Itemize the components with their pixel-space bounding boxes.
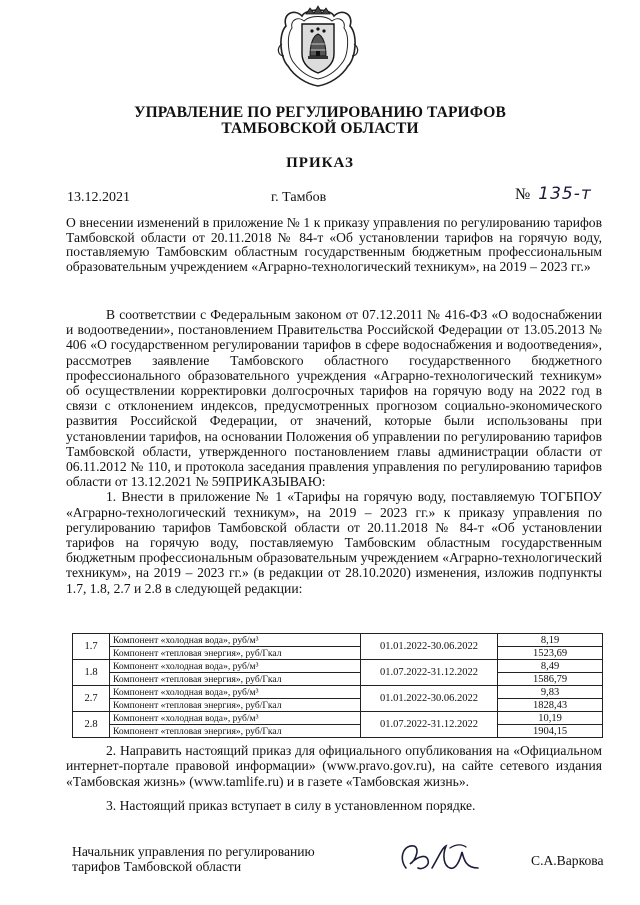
number-label: №: [515, 186, 531, 203]
component-heat-cell: Компонент «тепловая энергия», руб/Гкал: [110, 647, 361, 660]
row-code-cell: 1.8: [73, 660, 110, 686]
value-heat-cell: 1904,15: [498, 725, 603, 738]
item-1-paragraph: 1. Внести в приложение № 1 «Тарифы на горячую воду, поставляемую ТОГБПОУ «Аграрно-технологический техникум», на 2019 – 2023 гг.» к приказу управления по регулированию тарифов Тамбовской области от 20.11.2018 № 84-т «Об установлении тарифов на горячую воду, поставляемую Тамбовским областным государственным бюджетным профессиональным образовательным учреждением «Аграрно-технологический техникум», на 2019 – 2023 гг.» (в редакции от 28.10.2020) изменения, изложив подпункты 1.7, 1.8, 2.7 и 2.8 в следующей редакции:: [66, 489, 602, 596]
value-heat-cell: 1828,43: [498, 699, 603, 712]
component-cold-cell: Компонент «холодная вода», руб/м³: [110, 712, 361, 725]
period-cell: 01.07.2022-31.12.2022: [361, 712, 498, 738]
document-city: г. Тамбов: [271, 190, 327, 205]
document-type-title: ПРИКАЗ: [286, 155, 354, 171]
value-cold-cell: 10,19: [498, 712, 603, 725]
table-row: [73, 712, 603, 725]
component-cold-cell: Компонент «холодная вода», руб/м³: [110, 660, 361, 673]
table-row: [73, 660, 603, 673]
period-cell: 01.01.2022-30.06.2022: [361, 634, 498, 660]
handwritten-signature: [392, 838, 492, 878]
row-code-cell: 1.7: [73, 634, 110, 660]
tariff-table: [72, 633, 603, 738]
organization-name-line2: ТАМБОВСКОЙ ОБЛАСТИ: [221, 120, 419, 137]
table-row: [73, 634, 603, 647]
period-cell: 01.07.2022-31.12.2022: [361, 660, 498, 686]
signatory-position-line2: тарифов Тамбовской области: [72, 858, 242, 874]
value-cold-cell: 8,49: [498, 660, 603, 673]
component-heat-cell: Компонент «тепловая энергия», руб/Гкал: [110, 725, 361, 738]
organization-name-line1: УПРАВЛЕНИЕ ПО РЕГУЛИРОВАНИЮ ТАРИФОВ: [134, 104, 506, 121]
document-number: [515, 184, 592, 204]
item-2-paragraph: 2. Направить настоящий приказ для официального опубликования на «Официальном интернет-портале правовой информации» (www.pravo.gov.ru), на сайте сетевого издания «Тамбовская жизнь» (www.tamlife.ru) и в газете «Тамбовская жизнь».: [66, 743, 602, 789]
component-heat-cell: Компонент «тепловая энергия», руб/Гкал: [110, 699, 361, 712]
table-row: [73, 725, 603, 738]
signatory-name: С.А.Варкова: [531, 853, 604, 868]
row-code-cell: 2.8: [73, 712, 110, 738]
document-body: [66, 307, 602, 596]
table-row: [73, 699, 603, 712]
document-subject: О внесении изменений в приложение № 1 к приказу управления по регулированию тарифов Тамбовской области от 20.11.2018 № 84-т «Об установлении тарифов на горячую воду, поставляемую Тамбовским областным государственным бюджетным профессиональным образовательным учреждением «Аграрно-технологический техникум», на 2019 – 2023 гг.»: [66, 215, 602, 274]
table-row: [73, 673, 603, 686]
item-3-paragraph: 3. Настоящий приказ вступает в силу в установленном порядке.: [106, 798, 476, 814]
value-heat-cell: 1586,79: [498, 673, 603, 686]
signatory-position: [72, 845, 315, 874]
table-row: [73, 686, 603, 699]
value-cold-cell: 9,83: [498, 686, 603, 699]
row-code-cell: 2.7: [73, 686, 110, 712]
document-body-continued: [66, 743, 602, 814]
component-cold-cell: Компонент «холодная вода», руб/м³: [110, 686, 361, 699]
component-cold-cell: Компонент «холодная вода», руб/м³: [110, 634, 361, 647]
component-heat-cell: Компонент «тепловая энергия», руб/Гкал: [110, 673, 361, 686]
signatory-position-line1: Начальник управления по регулированию: [72, 844, 315, 859]
document-date: 13.12.2021: [67, 190, 130, 205]
value-heat-cell: 1523,69: [498, 647, 603, 660]
number-value-handwritten: 135-т: [538, 184, 592, 204]
table-row: [73, 647, 603, 660]
period-cell: 01.01.2022-30.06.2022: [361, 686, 498, 712]
preamble-paragraph: В соответствии с Федеральным законом от 07.12.2011 № 416-ФЗ «О водоснабжении и водоотведении», постановлением Правительства Российской Федерации от 13.05.2013 № 406 «О государственном регулировании тарифов в сфере водоснабжения и водоотведения», рассмотрев заявление Тамбовского областного государственного бюджетного профессионального образовательного учреждения «Аграрно-технологический техникум» об осуществлении корректировки долгосрочных тарифов на горячую воду на 2022 год в связи с отклонением индексов, предусмотренных прогнозом социально-экономического развития Российской Федерации, от значений, которые были использованы при установлении тарифов, на основании Положения об управлении по регулированию тарифов Тамбовской области, утвержденного постановлением главы администрации области от 06.11.2012 № 110, и протокола заседания правления управления по регулированию тарифов области от 13.12.2021 № 59ПРИКАЗЫВАЮ:: [66, 307, 602, 490]
coat-of-arms-emblem: [272, 4, 364, 88]
value-cold-cell: 8,19: [498, 634, 603, 647]
